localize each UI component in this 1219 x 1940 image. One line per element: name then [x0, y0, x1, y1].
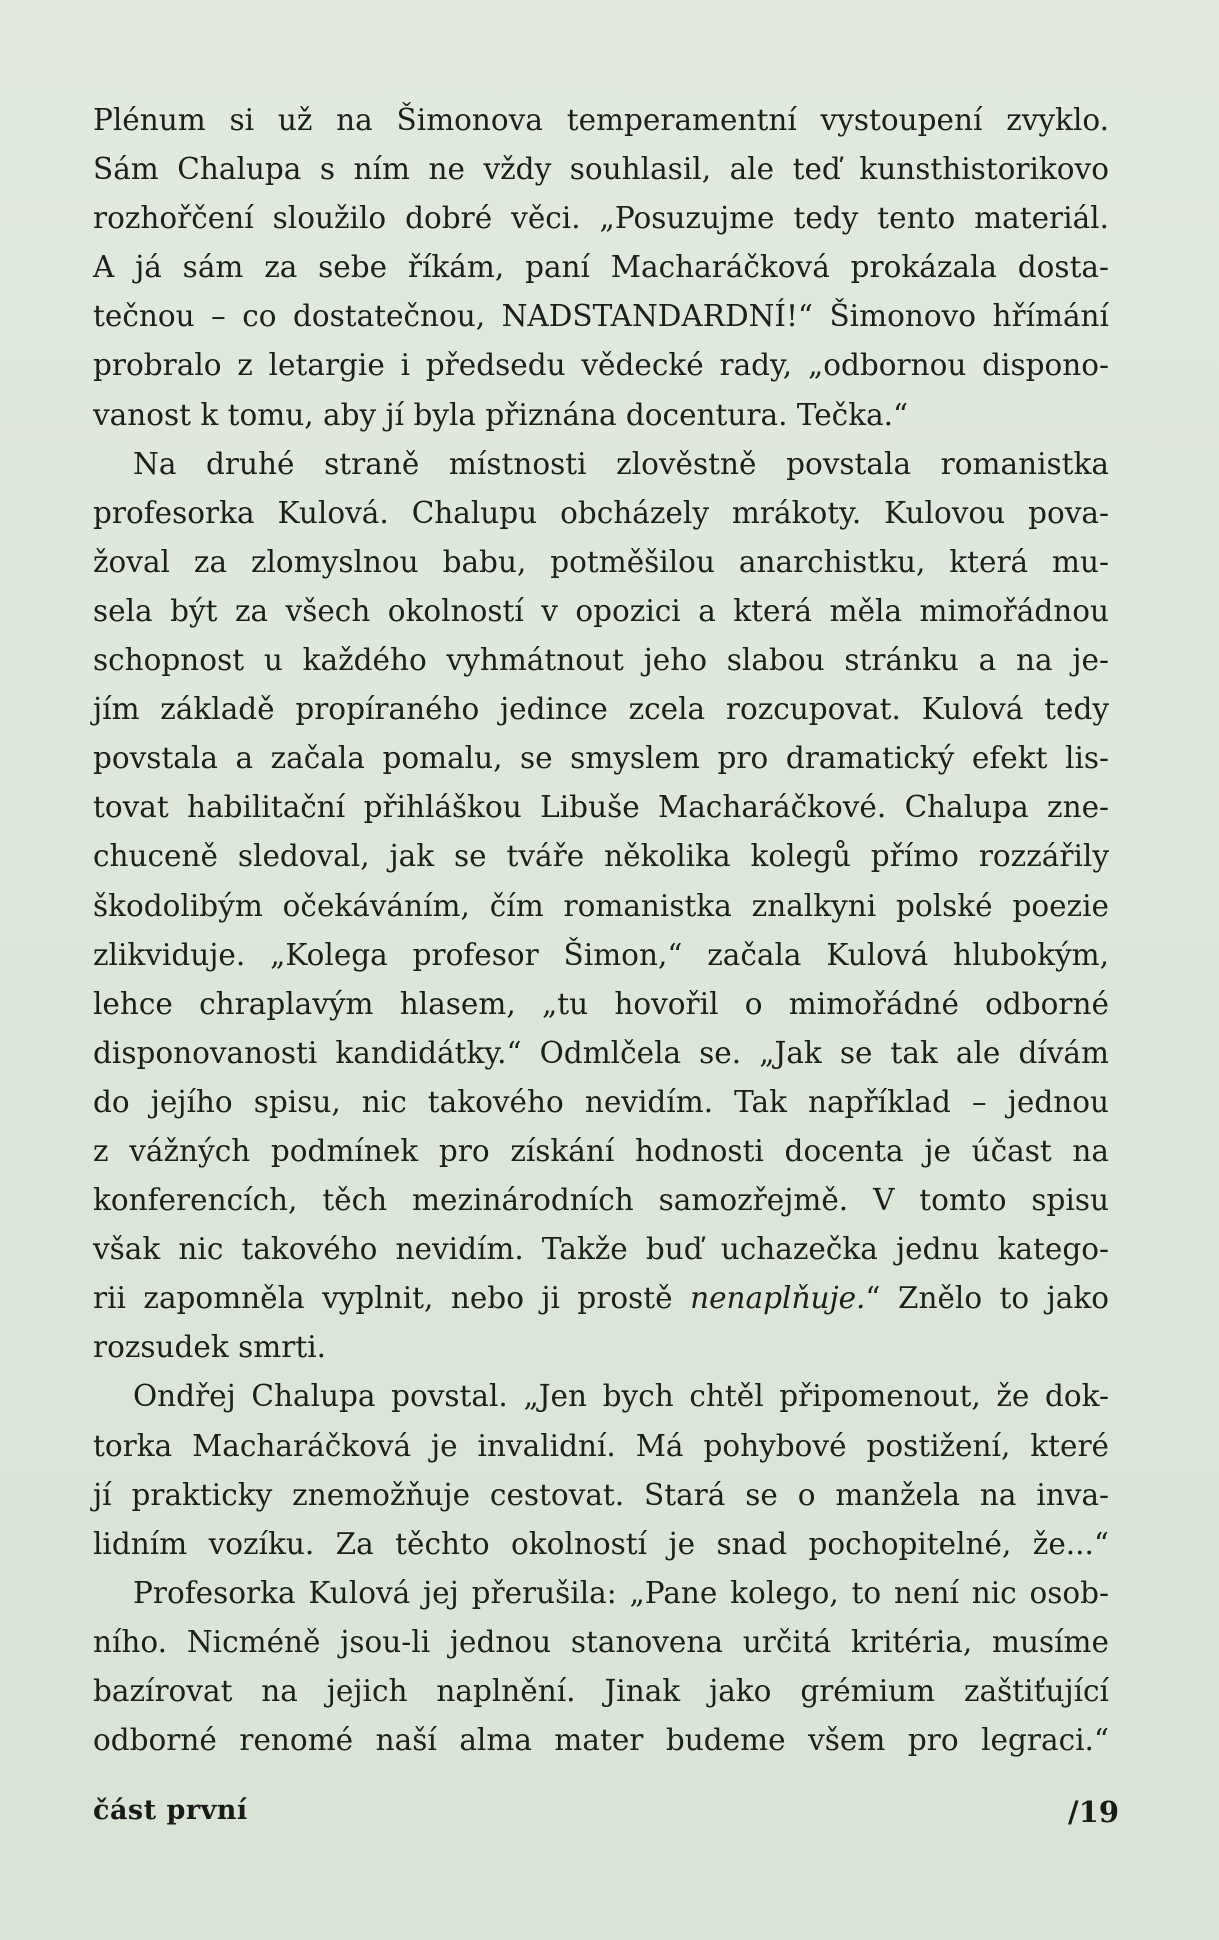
text-line: A já sám za sebe říkám, paní Macharáčková prokázala dosta- [93, 250, 1109, 285]
text-line: jím základě propíraného jedince zcela rozcupovat. Kulová tedy [93, 692, 1109, 727]
text-fragment: rii zapomněla vyplnit, nebo ji prostě [93, 1281, 673, 1316]
text-line: odborné renomé naší alma mater budeme všem pro legraci.“ [93, 1723, 1109, 1758]
body-text [93, 96, 1109, 1765]
text-line: škodolibým očekáváním, čím romanistka znalkyni polské poezie [93, 888, 1109, 923]
text-line: do jejího spisu, nic takového nevidím. Tak například – jednou [93, 1084, 1109, 1119]
text-line: torka Macharáčková je invalidní. Má pohybové postižení, které [93, 1428, 1109, 1463]
text-line: vanost k tomu, aby jí byla přiznána docentura. Tečka.“ [93, 397, 909, 432]
text-line: však nic takového nevidím. Takže buď uchazečka jednu katego- [93, 1232, 1109, 1267]
page-number: /19 [1068, 1795, 1119, 1829]
text-line: Sám Chalupa s ním ne vždy souhlasil, ale teď kunsthistorikovo [93, 152, 1109, 187]
page-footer [93, 1795, 1119, 1845]
text-line: Na druhé straně místnosti zlověstně povstala romanistka [133, 446, 1109, 481]
text-line: lidním vozíku. Za těchto okolností je snad pochopitelné, že...“ [93, 1526, 1109, 1561]
text-line: zlikviduje. „Kolega profesor Šimon,“ začala Kulová hlubokým, [93, 937, 1109, 972]
text-line: ního. Nicméně jsou-li jednou stanovena určitá kritéria, musíme [93, 1624, 1109, 1659]
text-line: z vážných podmínek pro získání hodnosti docenta je účast na [93, 1133, 1109, 1168]
text-line: probralo z letargie i předsedu vědecké rady, „odbornou dispono- [93, 348, 1109, 383]
text-fragment: “ Znělo to jako [865, 1281, 1109, 1316]
text-line: tečnou – co dostatečnou, NADSTANDARDNÍ!“ Šimonovo hřímání [93, 299, 1109, 334]
text-line: disponovanosti kandidátky.“ Odmlčela se. „Jak se tak ale dívám [93, 1035, 1109, 1070]
text-line: Plénum si už na Šimonova temperamentní vystoupení zvyklo. [93, 103, 1109, 137]
text-line: žoval za zlomyslnou babu, potměšilou anarchistku, která mu- [93, 544, 1109, 579]
part-label: část první [93, 1795, 248, 1826]
text-line: schopnost u každého vyhmátnout jeho slabou stránku a na je- [93, 643, 1109, 678]
text-line: profesorka Kulová. Chalupu obcházely mrákoty. Kulovou pova- [93, 495, 1109, 530]
text-line-mixed [93, 1274, 1109, 1323]
text-line: bazírovat na jejich naplnění. Jinak jako grémium zaštiťující [93, 1674, 1109, 1708]
text-line: rozhořčení sloužilo dobré věci. „Posuzujme tedy tento materiál. [93, 201, 1109, 236]
text-line: konferencích, těch mezinárodních samozřejmě. V tomto spisu [93, 1183, 1109, 1218]
text-line: chuceně sledoval, jak se tváře několika kolegů přímo rozzářily [93, 839, 1109, 874]
text-line: povstala a začala pomalu, se smyslem pro dramatický efekt lis- [93, 741, 1109, 776]
text-line: jí prakticky znemožňuje cestovat. Stará se o manžela na inva- [93, 1477, 1109, 1512]
text-line: Ondřej Chalupa povstal. „Jen bych chtěl připomenout, že dok- [133, 1379, 1109, 1414]
emphasized-word: nenaplňuje. [690, 1281, 866, 1316]
text-line: Profesorka Kulová jej přerušila: „Pane kolego, to není nic osob- [133, 1575, 1109, 1610]
text-line: sela být za všech okolností v opozici a která měla mimořádnou [93, 593, 1109, 628]
text-line: lehce chraplavým hlasem, „tu hovořil o mimořádné odborné [93, 986, 1109, 1021]
text-line: tovat habilitační přihláškou Libuše Macharáčkové. Chalupa zne- [93, 790, 1109, 825]
text-line: rozsudek smrti. [93, 1330, 327, 1365]
